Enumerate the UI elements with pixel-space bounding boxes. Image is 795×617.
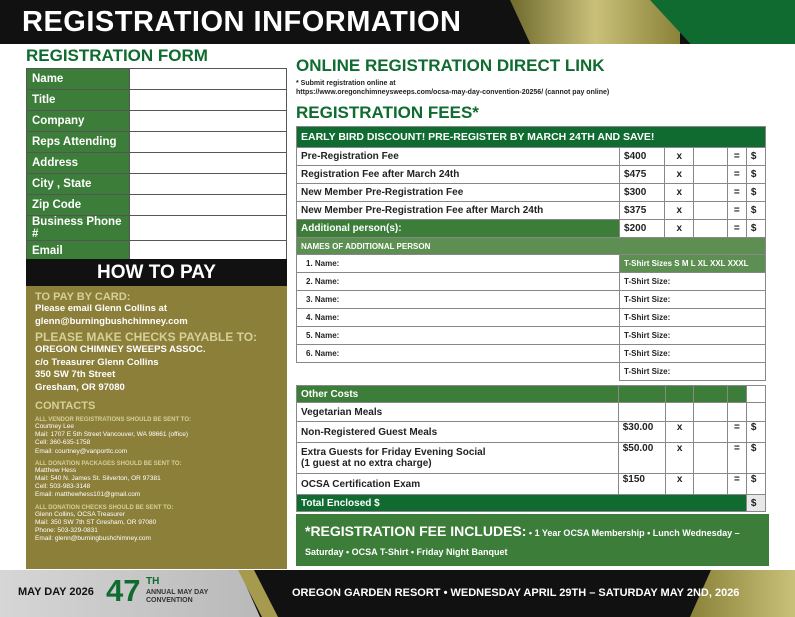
tshirt-size-label: T-Shirt Size: bbox=[624, 313, 671, 322]
footer-convention: ANNUAL MAY DAY bbox=[146, 589, 209, 596]
page-title: REGISTRATION INFORMATION bbox=[22, 6, 462, 38]
fee-multiply: x bbox=[665, 148, 694, 166]
other-cost-row bbox=[297, 443, 766, 474]
fee-qty-input[interactable] bbox=[694, 148, 728, 166]
contact-line: Courtney Lee bbox=[35, 423, 75, 430]
other-cost-dollar: $ bbox=[750, 422, 757, 433]
contact-line: Email: matthewhess101@gmail.com bbox=[35, 491, 141, 499]
fee-total-input[interactable] bbox=[746, 166, 765, 184]
fee-row bbox=[297, 166, 766, 184]
contact-heading: ALL VENDOR REGISTRATIONS SHOULD BE SENT TO: bbox=[35, 417, 192, 423]
other-cost-equals: = bbox=[727, 422, 746, 443]
total-enclosed-input[interactable] bbox=[746, 495, 765, 512]
additional-name-input[interactable] bbox=[297, 345, 620, 363]
contact-line: Email: courtney@vanporttc.com bbox=[35, 447, 128, 455]
total-enclosed-label: Total Enclosed $ bbox=[297, 495, 747, 512]
fee-price: $375 bbox=[620, 202, 665, 220]
tshirt-size-label: T-Shirt Size: bbox=[624, 295, 671, 304]
form-field-label: City , State bbox=[27, 174, 130, 195]
other-cost-dollar: $ bbox=[750, 443, 757, 454]
other-cost-equals bbox=[727, 403, 746, 422]
fee-multiply: x bbox=[665, 202, 694, 220]
fee-total-input[interactable] bbox=[746, 220, 765, 238]
other-cost-total-input[interactable] bbox=[746, 474, 765, 495]
form-row bbox=[27, 216, 287, 241]
check-heading: PLEASE MAKE CHECKS PAYABLE TO: bbox=[35, 330, 258, 344]
other-cost-price: $150 bbox=[618, 474, 665, 495]
footer-anniversary-suffix: TH bbox=[146, 576, 160, 587]
form-row bbox=[27, 153, 287, 174]
fee-includes-banner bbox=[296, 514, 769, 566]
name-row bbox=[297, 309, 766, 327]
other-cost-label: OCSA Certification Exam bbox=[297, 474, 619, 495]
other-cost-qty-input[interactable] bbox=[694, 474, 727, 495]
fee-qty-input[interactable] bbox=[694, 202, 728, 220]
fee-row bbox=[297, 202, 766, 220]
contact-line: Email: glenn@burningbushchimney.com bbox=[35, 535, 151, 543]
other-cost-total-input[interactable] bbox=[746, 443, 765, 474]
fee-qty-input[interactable] bbox=[694, 220, 728, 238]
fee-total-input[interactable] bbox=[746, 202, 765, 220]
other-cost-price: $50.00 bbox=[618, 443, 665, 474]
other-cost-multiply: x bbox=[665, 443, 694, 474]
other-cost-row bbox=[297, 474, 766, 495]
tshirt-size-input[interactable] bbox=[620, 363, 766, 381]
check-line: OREGON CHIMNEY SWEEPS ASSOC. bbox=[35, 344, 206, 355]
tshirt-size-input[interactable] bbox=[620, 327, 766, 345]
contact-line: Matthew Hess bbox=[35, 466, 77, 474]
fee-total-input[interactable] bbox=[746, 148, 765, 166]
card-email: glenn@burningbushchimney.com bbox=[35, 315, 188, 327]
other-cost-price bbox=[618, 403, 665, 422]
form-row bbox=[27, 195, 287, 216]
form-field-input[interactable] bbox=[130, 216, 287, 241]
name-row bbox=[297, 291, 766, 309]
fee-qty-input[interactable] bbox=[694, 184, 728, 202]
tshirt-size-label: T-Shirt Size: bbox=[624, 277, 671, 286]
tshirt-size-input[interactable] bbox=[620, 273, 766, 291]
fee-label: Registration Fee after March 24th bbox=[297, 166, 620, 184]
fee-dollar: $ bbox=[750, 205, 757, 216]
additional-name-label: 6. Name: bbox=[306, 349, 340, 358]
includes-text: • 1 Year OCSA Membership • Lunch Wednesday – bbox=[526, 528, 740, 538]
form-field-label: Name bbox=[27, 69, 130, 90]
fee-row bbox=[297, 148, 766, 166]
other-cost-qty-input[interactable] bbox=[694, 422, 727, 443]
form-field-input[interactable] bbox=[130, 90, 287, 111]
contact-line: Mail: 1707 E 5th Street Vancouver, WA 98661 (office) bbox=[35, 431, 189, 439]
fee-equals: = bbox=[727, 148, 746, 166]
fee-equals: = bbox=[727, 166, 746, 184]
contact-line: Mail: 540 N. James St. Silverton, OR 97381 bbox=[35, 475, 161, 483]
card-heading: TO PAY BY CARD: bbox=[35, 291, 131, 303]
how-to-pay-title: HOW TO PAY bbox=[26, 259, 287, 286]
includes-text: Saturday • OCSA T-Shirt • Friday Night Banquet bbox=[305, 547, 508, 557]
check-line: 350 SW 7th Street bbox=[35, 369, 116, 380]
name-row bbox=[297, 255, 766, 273]
fee-equals: = bbox=[727, 184, 746, 202]
check-line: c/o Treasurer Glenn Collins bbox=[35, 356, 159, 368]
contact-line: Glenn Collins, OCSA Treasurer bbox=[35, 510, 125, 518]
fee-dollar: $ bbox=[750, 223, 757, 234]
other-cost-dollar: $ bbox=[750, 474, 757, 485]
page-header bbox=[0, 0, 795, 44]
name-row bbox=[297, 363, 766, 381]
other-cost-label: (1 guest at no extra charge) bbox=[301, 458, 432, 469]
footer-mayday: MAY DAY 2026 bbox=[18, 586, 94, 598]
other-cost-row bbox=[297, 403, 766, 422]
form-field-input[interactable] bbox=[130, 69, 287, 90]
other-cost-label: Vegetarian Meals bbox=[297, 403, 619, 422]
other-cost-equals: = bbox=[727, 443, 746, 474]
fee-label: New Member Pre-Registration Fee after March 24th bbox=[297, 202, 620, 220]
additional-name-input[interactable] bbox=[297, 273, 620, 291]
check-line: Gresham, OR 97080 bbox=[35, 381, 125, 393]
fee-price: $200 bbox=[620, 220, 665, 238]
fee-row bbox=[297, 220, 766, 238]
early-bird-banner: EARLY BIRD DISCOUNT! PRE-REGISTER BY MARCH 24TH AND SAVE! bbox=[297, 127, 766, 148]
contact-heading: ALL DONATION PACKAGES SHOULD BE SENT TO: bbox=[35, 460, 182, 467]
tshirt-size-label: T-Shirt Size: bbox=[624, 331, 671, 340]
additional-name-label: 4. Name: bbox=[306, 313, 340, 322]
additional-name-label: 2. Name: bbox=[306, 277, 340, 286]
online-note: * Submit registration online at bbox=[296, 80, 396, 87]
tshirt-size-input[interactable] bbox=[620, 309, 766, 327]
fee-row bbox=[297, 184, 766, 202]
other-cost-row bbox=[297, 422, 766, 443]
other-costs-header: Other Costs bbox=[297, 386, 619, 403]
form-field-input[interactable] bbox=[130, 174, 287, 195]
other-cost-multiply: x bbox=[665, 422, 694, 443]
tshirt-size-label: T-Shirt Size: bbox=[624, 349, 671, 358]
other-cost-qty-input[interactable] bbox=[694, 403, 727, 422]
additional-name-label: 3. Name: bbox=[306, 295, 340, 304]
fee-dollar: $ bbox=[750, 151, 757, 162]
other-costs-table bbox=[296, 385, 766, 512]
form-field-input[interactable] bbox=[130, 153, 287, 174]
form-title: REGISTRATION FORM bbox=[26, 46, 208, 65]
total-row bbox=[297, 495, 766, 512]
tshirt-size-input[interactable] bbox=[620, 345, 766, 363]
additional-name-label: 5. Name: bbox=[306, 331, 340, 340]
contact-line: Phone: 503-329-0831 bbox=[35, 527, 98, 535]
contact-line: Cell: 503-983-3148 bbox=[35, 483, 91, 491]
form-field-label: Address bbox=[27, 153, 130, 174]
footer-venue: OREGON GARDEN RESORT • WEDNESDAY APRIL 29TH – SATURDAY MAY 2ND, 2026 bbox=[292, 587, 740, 599]
contact-heading: ALL DONATION CHECKS SHOULD BE SENT TO: bbox=[35, 504, 174, 511]
form-field-label: Zip Code bbox=[27, 195, 130, 216]
online-link[interactable]: https://www.oregonchimneysweeps.com/ocsa-may-day-convention-20256/ (cannot pay online) bbox=[296, 89, 610, 96]
fee-label: Pre-Registration Fee bbox=[297, 148, 620, 166]
contact-line: Cell: 360-635-1758 bbox=[35, 439, 91, 447]
includes-title: *REGISTRATION FEE INCLUDES: bbox=[305, 523, 527, 539]
form-row bbox=[27, 90, 287, 111]
total-dollar: $ bbox=[750, 497, 757, 509]
fee-equals: = bbox=[727, 202, 746, 220]
names-header: NAMES OF ADDITIONAL PERSON bbox=[297, 238, 766, 255]
fee-label: Additional person(s): bbox=[297, 220, 620, 238]
fee-price: $400 bbox=[620, 148, 665, 166]
additional-name-label: 1. Name: bbox=[306, 259, 340, 268]
form-row bbox=[27, 69, 287, 90]
footer-anniversary-number: 47 bbox=[106, 573, 141, 608]
form-field-input[interactable] bbox=[130, 132, 287, 153]
form-field-label: Business Phone # bbox=[27, 216, 130, 241]
fee-dollar: $ bbox=[750, 187, 757, 198]
other-cost-total-input[interactable] bbox=[746, 403, 765, 422]
other-cost-total-input[interactable] bbox=[746, 422, 765, 443]
additional-name-input[interactable] bbox=[297, 291, 620, 309]
fees-title: REGISTRATION FEES* bbox=[296, 103, 479, 122]
additional-name-input[interactable] bbox=[297, 327, 620, 345]
other-cost-qty-input[interactable] bbox=[694, 443, 727, 474]
payment-info-panel bbox=[26, 286, 287, 569]
registration-form bbox=[26, 68, 287, 262]
form-field-input[interactable] bbox=[130, 111, 287, 132]
fee-multiply: x bbox=[665, 166, 694, 184]
tshirt-sizes-header: T-Shirt Sizes S M L XL XXL XXXL bbox=[620, 255, 766, 273]
fee-price: $475 bbox=[620, 166, 665, 184]
form-row bbox=[27, 111, 287, 132]
footer-convention: CONVENTION bbox=[146, 597, 193, 604]
other-cost-equals: = bbox=[727, 474, 746, 495]
fees-table bbox=[296, 126, 766, 381]
form-field-label: Title bbox=[27, 90, 130, 111]
name-row bbox=[297, 327, 766, 345]
name-row bbox=[297, 345, 766, 363]
form-row bbox=[27, 174, 287, 195]
form-field-label: Company bbox=[27, 111, 130, 132]
additional-name-input[interactable] bbox=[297, 255, 620, 273]
form-field-label: Email bbox=[27, 241, 130, 262]
form-row bbox=[27, 132, 287, 153]
tshirt-size-input[interactable] bbox=[620, 291, 766, 309]
card-line: Please email Glenn Collins at bbox=[35, 303, 167, 314]
fee-label: New Member Pre-Registration Fee bbox=[297, 184, 620, 202]
fee-multiply: x bbox=[665, 220, 694, 238]
header-gold-stripe bbox=[510, 0, 680, 44]
contact-line: Mail: 350 SW 7th ST Gresham, OR 97080 bbox=[35, 518, 157, 526]
fee-qty-input[interactable] bbox=[694, 166, 728, 184]
other-cost-multiply bbox=[665, 403, 694, 422]
fee-multiply: x bbox=[665, 184, 694, 202]
tshirt-size-label: T-Shirt Size: bbox=[624, 367, 671, 376]
other-cost-price: $30.00 bbox=[618, 422, 665, 443]
other-cost-multiply: x bbox=[665, 474, 694, 495]
contacts-heading: CONTACTS bbox=[35, 400, 96, 412]
fee-equals: = bbox=[727, 220, 746, 238]
other-cost-label: Extra Guests for Friday Evening Social bbox=[301, 447, 486, 458]
additional-name-input[interactable] bbox=[297, 309, 620, 327]
form-field-label: Reps Attending bbox=[27, 132, 130, 153]
online-title: ONLINE REGISTRATION DIRECT LINK bbox=[296, 56, 605, 75]
fee-total-input[interactable] bbox=[746, 184, 765, 202]
fee-price: $300 bbox=[620, 184, 665, 202]
other-cost-label: Non-Registered Guest Meals bbox=[297, 422, 619, 443]
fee-dollar: $ bbox=[750, 169, 757, 180]
page-footer bbox=[0, 570, 795, 617]
form-field-input[interactable] bbox=[130, 195, 287, 216]
name-row bbox=[297, 273, 766, 291]
